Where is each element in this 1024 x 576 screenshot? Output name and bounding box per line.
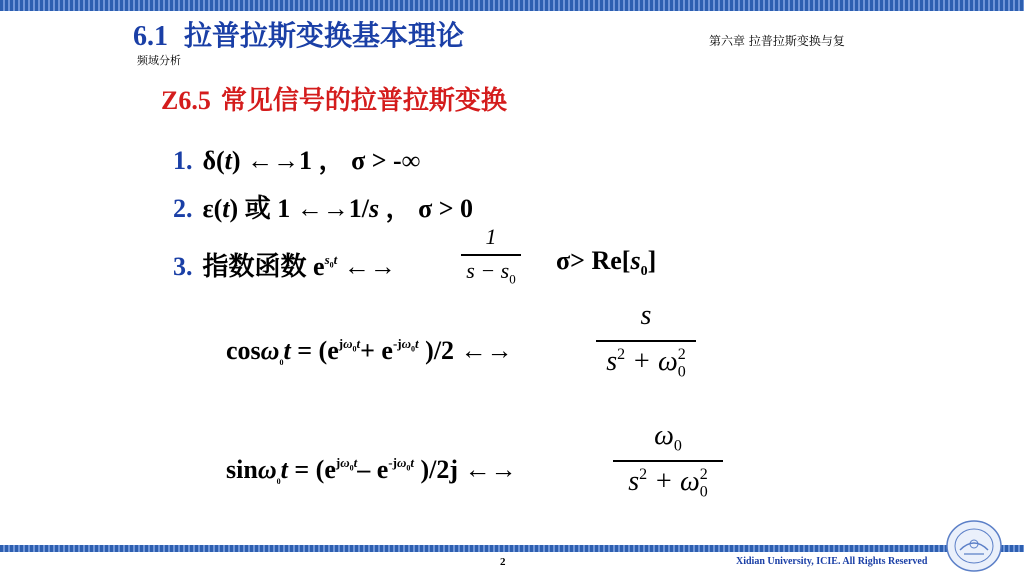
bottom-decorative-bar: [0, 545, 1024, 552]
top-decorative-bar: [0, 0, 1024, 11]
exp-numerator: 1: [485, 224, 497, 249]
sin-numerator: $\omega_0$: [654, 420, 682, 455]
item-3: 3. 指数函数 $e^{s_0t}$ ←→: [173, 252, 396, 282]
item-3-number: 3.: [173, 252, 193, 281]
cos-equation: $\cos\omega_0t = (e^{j\omega_0t}+ e^{-j\omega_0t}$ )/2 ←→: [226, 336, 513, 368]
slide-title: [133, 14, 464, 54]
sin-equation: $\sin\omega_0t = (e^{j\omega_0t}-$ $e^{-j\omega_0t}$ )/2j ←→: [226, 455, 517, 487]
item-2-number: 2.: [173, 194, 193, 223]
exp-fraction: [461, 224, 521, 290]
exp-denominator: $s - s_0$: [466, 258, 516, 287]
cos-fraction: [596, 300, 696, 390]
item-1: [173, 140, 420, 177]
page-number: 2: [500, 556, 506, 568]
item-2: [173, 188, 473, 225]
section-title: 常见信号的拉普拉斯变换: [220, 86, 507, 116]
university-logo-icon: [944, 518, 1004, 574]
sin-denominator: $s^2 + \omega_0^2$: [628, 466, 708, 501]
section-code: Z6.5: [161, 86, 211, 115]
item-3-label: 指数函数: [202, 252, 307, 282]
item-2-formula: ε(t) 或 1 ←→1/s ， σ > 0: [202, 194, 474, 224]
slide-title-text: 拉普拉斯变换基本理论: [184, 19, 465, 52]
cos-denominator: $s^2 + \omega_0^2$: [606, 346, 686, 381]
item-1-formula: δ(t) ←→1 ， σ > -∞: [202, 146, 421, 176]
section-number: 6.1: [133, 21, 168, 52]
copyright-footer: Xidian University, ICIE. All Rights Reserved: [736, 556, 928, 567]
section-heading: [161, 80, 507, 117]
item-1-number: 1.: [173, 146, 193, 175]
cos-numerator: s: [640, 300, 652, 331]
item-3-condition: $\sigma> Re[s_0]$: [556, 246, 657, 280]
chapter-label-cont: 频域分析: [137, 54, 181, 67]
sin-fraction: [613, 420, 723, 510]
chapter-label: 第六章 拉普拉斯变换与复: [709, 34, 845, 48]
